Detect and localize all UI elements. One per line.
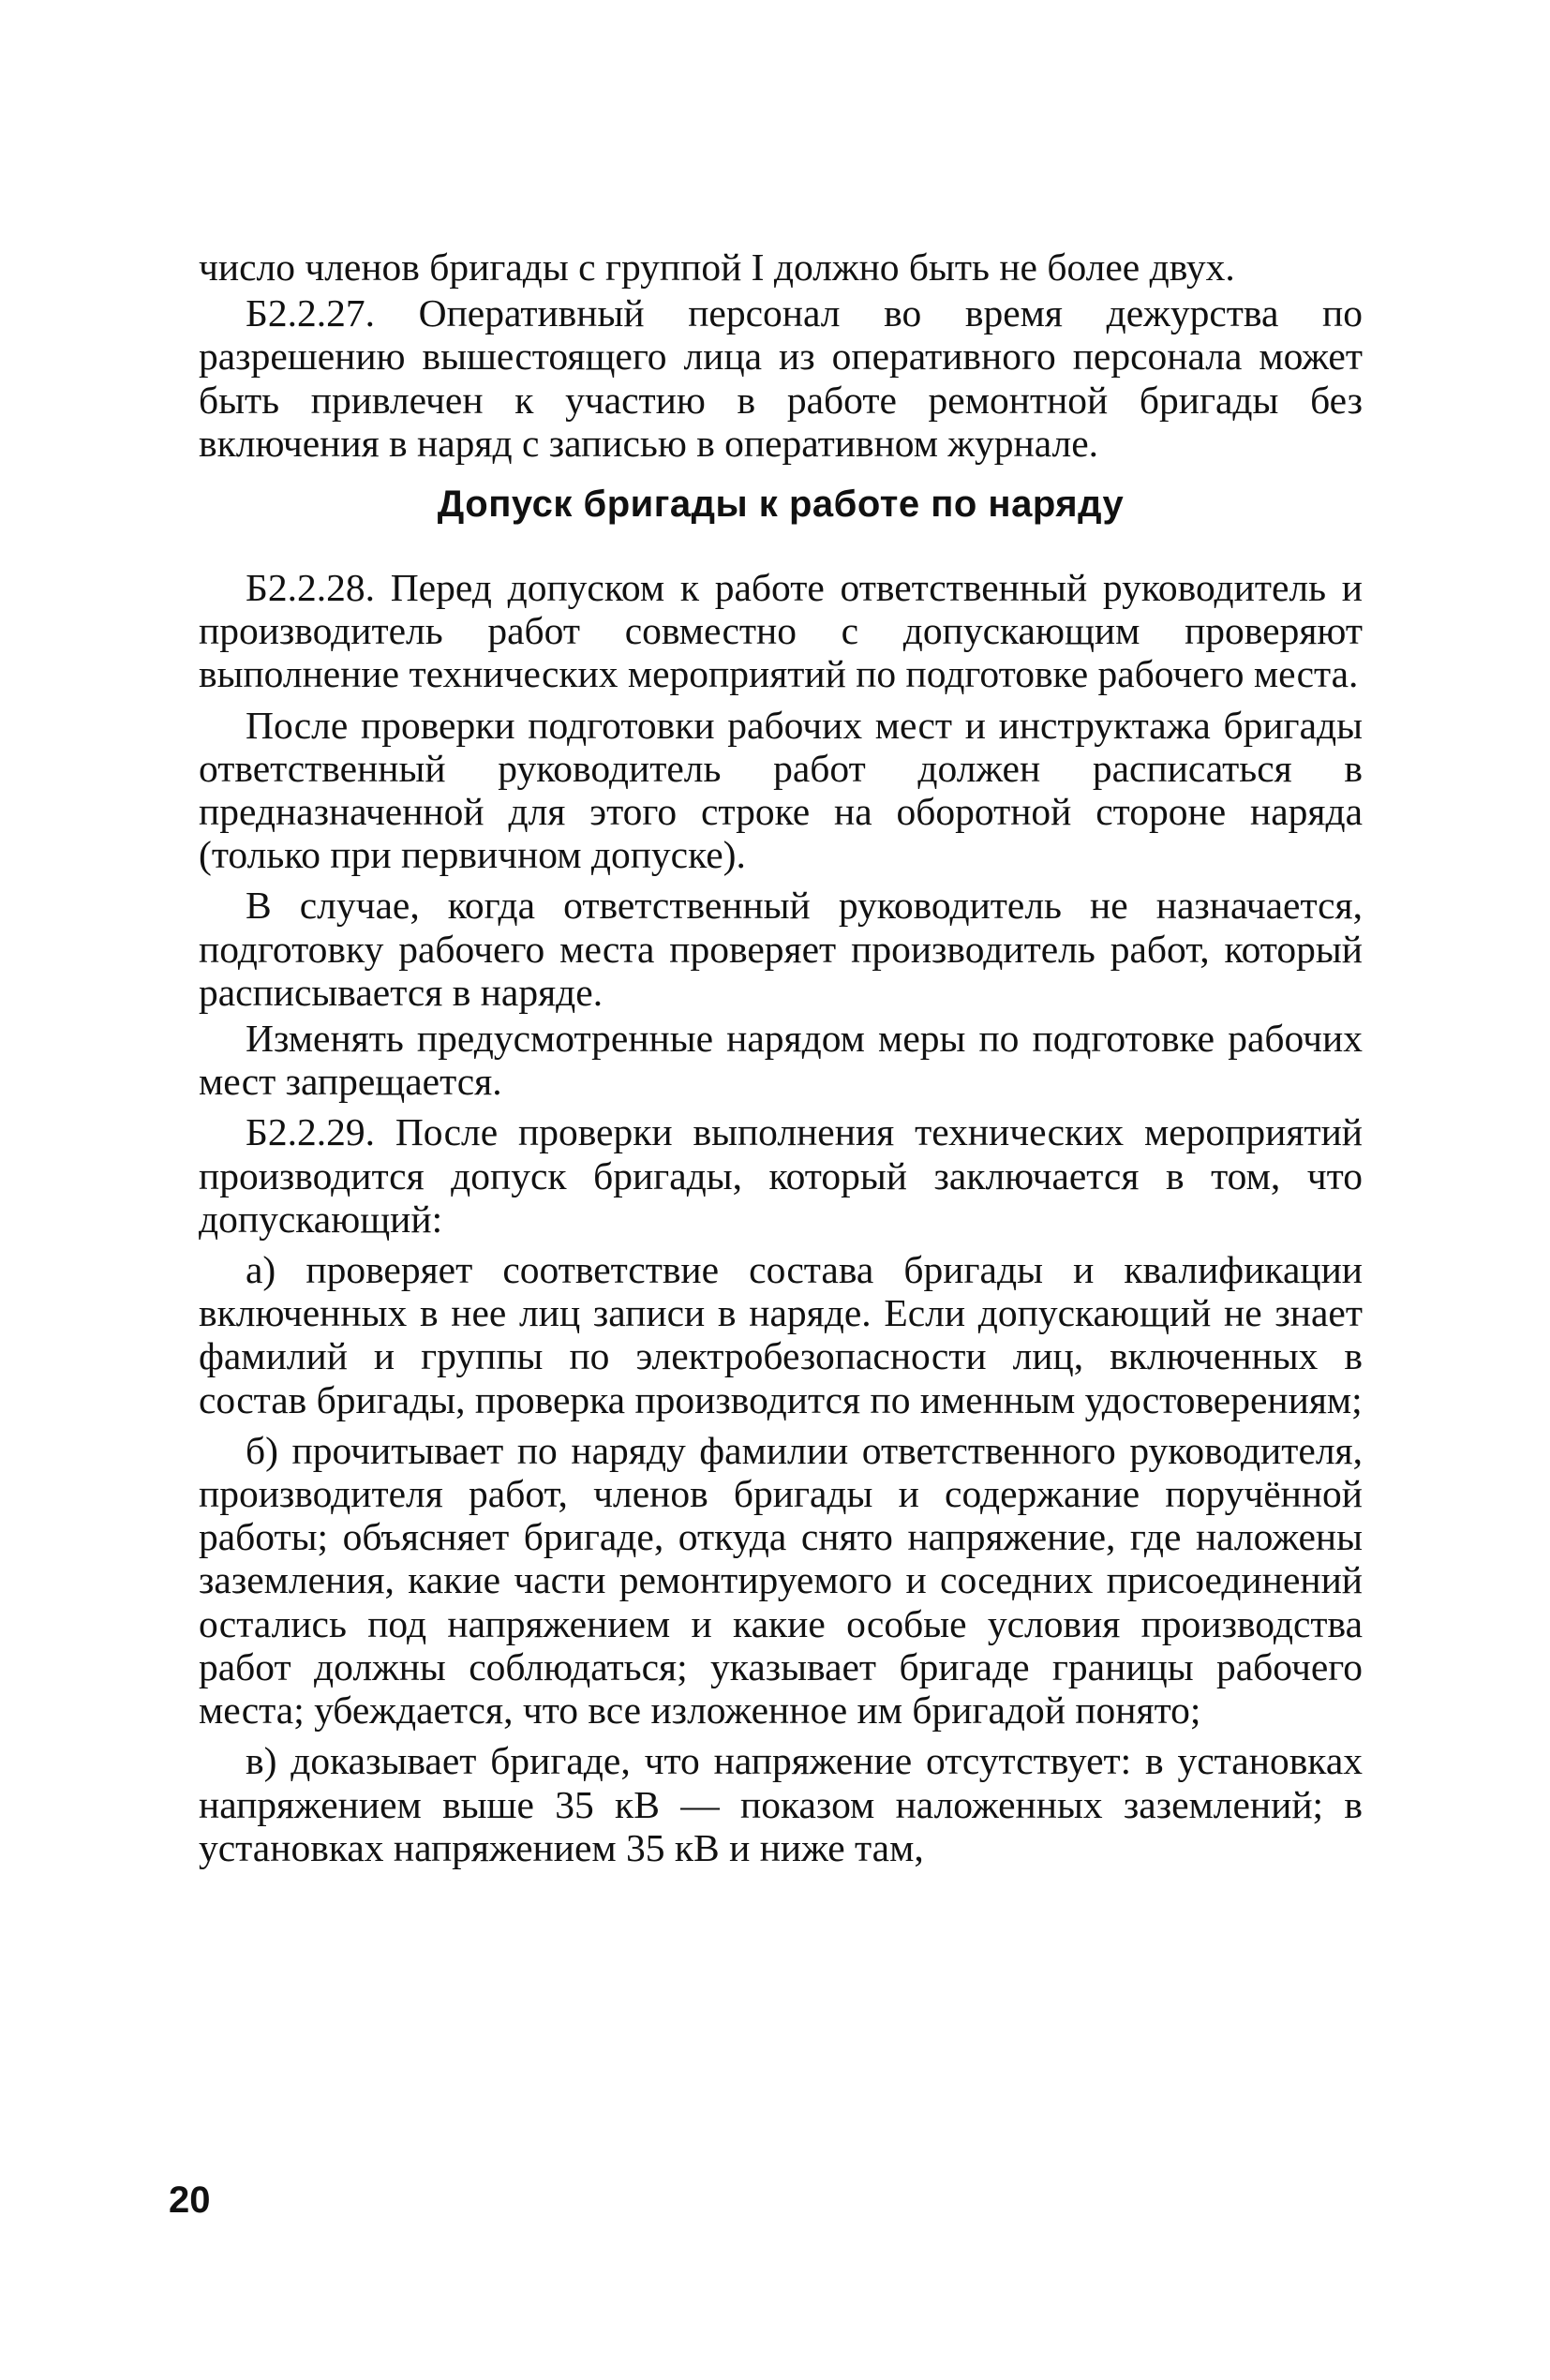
paragraph-no-responsible: В случае, когда ответственный руководитель не назначается, подготовку рабочего места проверяет производитель работ, который расписывается в наряде.	[199, 884, 1363, 1014]
paragraph-b2-2-27: Б2.2.27. Оперативный персонал во время дежурства по разрешению вышестоящего лица из оперативного персонала может быть привлечен к участию в работе ремонтной бригады без включения в наряд с записью в оперативном журнале.	[199, 291, 1363, 465]
paragraph-change-prohibited: Изменять предусмотренные нарядом меры по подготовке рабочих мест запрещается.	[199, 1017, 1363, 1104]
paragraph-b2-2-29: Б2.2.29. После проверки выполнения технических мероприятий производится допуск бригады, который заключается в том, что допускающий:	[199, 1110, 1363, 1241]
list-item-v: в) доказывает бригаде, что напряжение отсутствует: в установках напряжением выше 35 кВ — показом наложенных заземлений; в установках напряжением 35 кВ и ниже там,	[199, 1739, 1363, 1869]
list-item-b: б) прочитывает по наряду фамилии ответственного руководителя, производителя работ, членов бригады и содержание поручённой работы; объясняет бригаде, откуда снято напряжение, где наложены заземления, какие части ремонтируемого и соседних присоединений остались под напряжением и какие особые условия производства работ должны соблюдаться; указывает бригаде границы рабочего места; убеждается, что все изложенное им бригадой понято;	[199, 1428, 1363, 1733]
section-heading: Допуск бригады к работе по наряду	[437, 483, 1125, 526]
paragraph-continuation: число членов бригады с группой I должно быть не более двух.	[199, 245, 1235, 289]
paragraph-after-check: После проверки подготовки рабочих мест и инструктажа бригады ответственный руководитель работ должен расписаться в предназначенной для этого строке на оборотной стороне наряда (только при первичном допуске).	[199, 703, 1363, 877]
body-text	[199, 245, 1363, 1869]
paragraph-b2-2-28: Б2.2.28. Перед допуском к работе ответственный руководитель и производитель работ совместно с допускающим проверяют выполнение технических мероприятий по подготовке рабочего места.	[199, 566, 1363, 696]
page-number: 20	[169, 2179, 211, 2221]
list-item-a: а) проверяет соответствие состава бригады и квалификации включенных в нее лиц записи в наряде. Если допускающий не знает фамилий и группы по электробезопасности лиц, включенных в состав бригады, проверка производится по именным удостоверениям;	[199, 1248, 1363, 1421]
